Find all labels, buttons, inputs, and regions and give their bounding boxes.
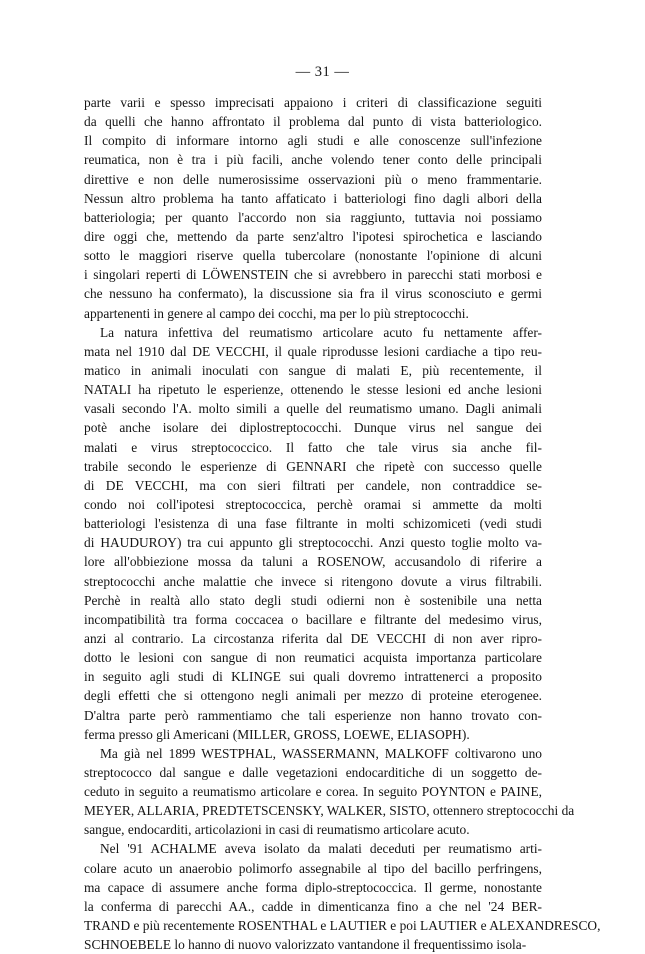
- text-line: direttive e non delle numerosissime osservazioni più o meno frammentarie.: [84, 171, 542, 187]
- paragraph: [84, 93, 542, 323]
- paragraph: [84, 839, 601, 954]
- text-line: lore all'obbiezione mossa da taluni a ROSENOW, accusandolo di riferire a: [84, 554, 542, 570]
- text-line: condo noi coll'ipotesi streptococcica, perchè oramai si ammette da molti: [84, 496, 542, 512]
- text-line: di HAUDUROY) tra cui appunto gli streptococchi. Anzi questo toglie molto va-: [84, 535, 542, 551]
- text-line: sangue, endocarditi, articolazioni in casi di reumatismo articolare acuto.: [84, 822, 470, 838]
- text-line: batteriologi l'esistenza di una fase filtrante in molti schizomiceti (vedi studi: [84, 516, 542, 532]
- paragraph: [84, 744, 575, 840]
- text-line: NATALI ha ripetuto le esperienze, ottenendo le stesse lesioni ed anche lesioni: [84, 382, 542, 398]
- text-line: malati e virus streptococcico. Il fatto che tale virus sia anche fil-: [84, 439, 542, 455]
- text-line: dotto le lesioni con sangue di non reumatici acquista importanza particolare: [84, 650, 542, 666]
- text-line: streptococchi anche malattie che invece si ritengono dovute a virus filtrabili.: [84, 573, 542, 589]
- text-line: la conferma di parecchi AA., cadde in dimenticanza fino a che nel '24 BER-: [84, 898, 542, 914]
- text-line: MEYER, ALLARIA, PREDTETSCENSKY, WALKER, SISTO, ottennero streptococchi da: [84, 803, 575, 819]
- text-line: SCHNOEBELE lo hanno di nuovo valorizzato vantandone il frequentissimo isola-: [84, 937, 527, 953]
- text-line: Perchè in realtà allo stato degli studi odierni non è sostenibile una netta: [84, 592, 542, 608]
- text-line: matico in animali inoculati con sangue di malati E, più recentemente, il: [84, 362, 542, 378]
- text-line: trabile secondo le esperienze di GENNARI che ripetè con successo quelle: [84, 458, 542, 474]
- text-line: parte varii e spesso imprecisati appaiono i criteri di classificazione seguiti: [84, 95, 542, 110]
- text-line: Nel '91 ACHALME aveva isolato da malati deceduti per reumatismo arti-: [100, 841, 542, 857]
- text-line: anzi al contrario. La circostanza riferita dal DE VECCHI di non aver ripro-: [84, 630, 542, 646]
- text-line: vasali secondo l'A. molto simili a quelle del reumatismo umano. Dagli animali: [84, 401, 542, 417]
- text-line: i singolari reperti di LÖWENSTEIN che si avrebbero in parecchi stati morbosi e: [84, 267, 542, 283]
- paragraph: [84, 323, 542, 744]
- text-line: di DE VECCHI, ma con sieri filtrati per candele, non contraddice se-: [84, 477, 542, 493]
- text-line: Nessun altro problema ha tanto affaticato i batteriologi fino dagli albori della: [84, 190, 542, 206]
- text-line: sotto le maggiori riserve quella tubercolare (nonostante l'opinione di alcuni: [84, 248, 542, 264]
- page-number: — 31 —: [295, 64, 350, 80]
- text-line: Ma già nel 1899 WESTPHAL, WASSERMANN, MALKOFF coltivarono uno: [100, 745, 542, 761]
- text-line: reumatica, non è tra i più facili, anche volendo tener conto delle principali: [84, 152, 542, 168]
- text-line: da quelli che hanno affrontato il problema dal punto di vista batteriologico.: [84, 114, 542, 130]
- text-line: Il compito di informare intorno agli studi e alle conoscenze sull'infezione: [84, 133, 542, 149]
- body-text: [84, 93, 601, 954]
- text-line: degli effetti che si ottengono negli animali per mezzo di proteine eterogenee.: [84, 688, 542, 704]
- text-line: che nessuno ha confermato), la discussione sia fra il virus sconosciuto e germi: [84, 286, 542, 302]
- text-line: La natura infettiva del reumatismo articolare acuto fu nettamente affer-: [100, 324, 542, 340]
- text-line: in seguito agli studi di KLINGE sui quali dovremo intrattenerci a proposito: [84, 669, 542, 685]
- text-line: potè anche isolare dei diplostreptococchi. Dunque virus nel sangue dei: [84, 420, 542, 436]
- text-line: mata nel 1910 dal DE VECCHI, il quale riprodusse lesioni cardiache a tipo reu-: [84, 343, 542, 359]
- text-line: ceduto in seguito a reumatismo articolare e corea. In seguito POYNTON e PAINE,: [84, 784, 542, 800]
- text-line: streptococco dal sangue e dalle vegetazioni endocarditiche di un soggetto de-: [84, 764, 542, 780]
- text-line: D'altra parte però rammentiamo che tali esperienze non hanno trovato con-: [84, 707, 542, 723]
- text-line: dire oggi che, mettendo da parte senz'altro l'ipotesi spirochetica e lasciando: [84, 228, 542, 244]
- text-line: batteriologia; per quanto l'accordo non sia raggiunto, tuttavia noi possiamo: [84, 209, 542, 225]
- text-line: incompatibilità tra forma coccacea o bacillare e filtrante del medesimo virus,: [84, 611, 542, 627]
- text-line: TRAND e più recentemente ROSENTHAL e LAUTIER e poi LAUTIER e ALEXANDRESCO,: [84, 918, 601, 934]
- text-line: colare acuto un anaerobio polimorfo assegnabile al tipo del bacillo perfringens,: [84, 860, 542, 876]
- text-line: ferma presso gli Americani (MILLER, GROSS, LOEWE, ELIASOPH).: [84, 726, 470, 742]
- text-line: ma capace di assumere anche forma diplo-streptococcica. Il germe, nonostante: [84, 879, 542, 895]
- text-line: appartenenti in genere al campo dei cocchi, ma per lo più streptococchi.: [84, 305, 469, 321]
